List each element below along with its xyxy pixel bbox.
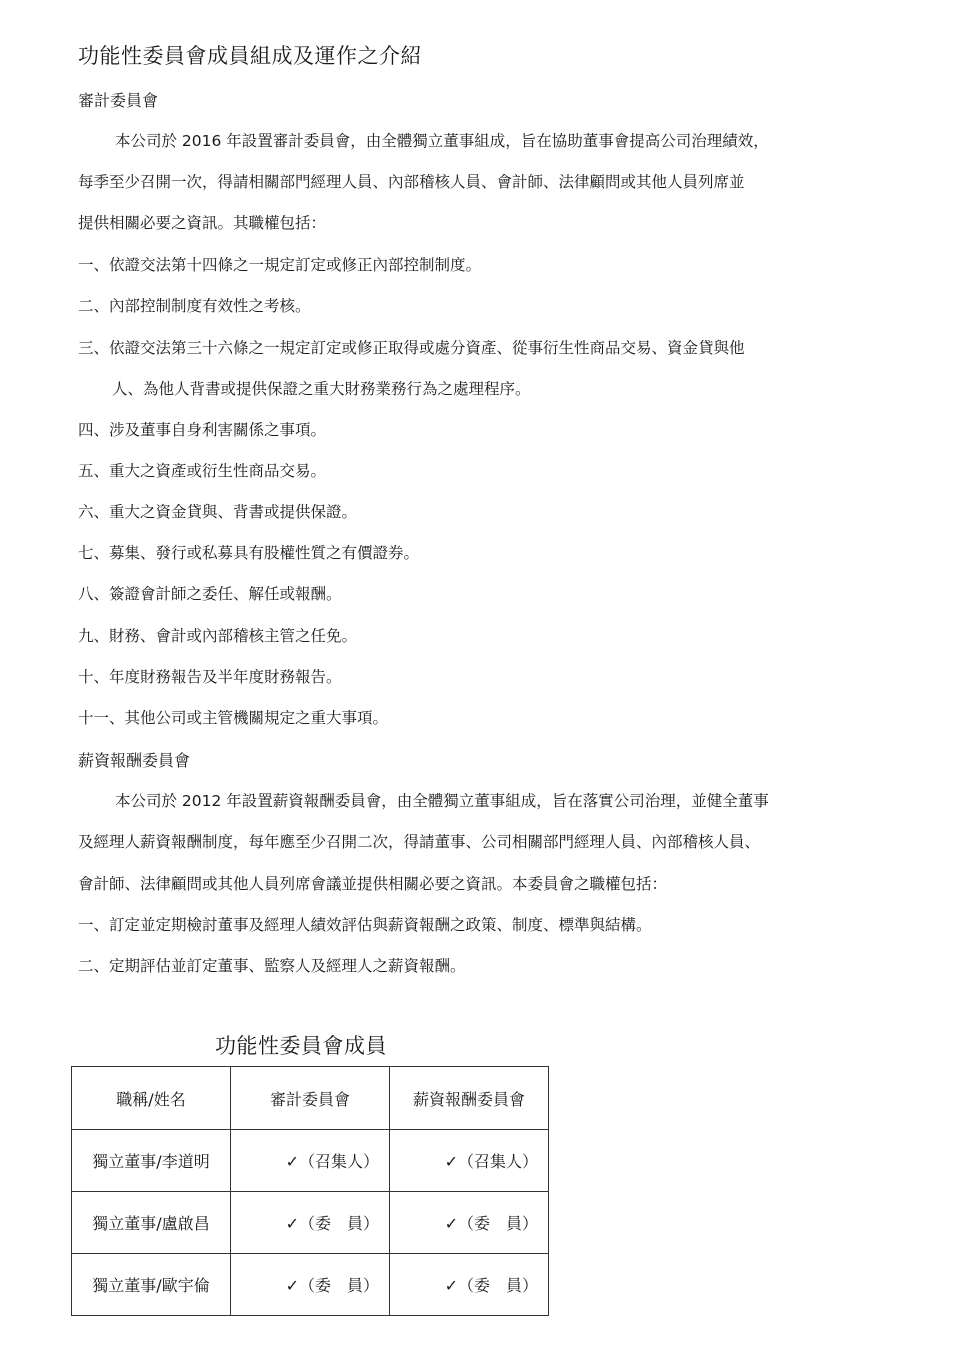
audit-role: ✓（召集人）	[231, 1130, 390, 1192]
table-row	[72, 1254, 549, 1316]
compensation-role: ✓（召集人）	[390, 1130, 549, 1192]
table-row	[72, 1192, 549, 1254]
compensation-intro-line: 會計師、法律顧問或其他人員列席會議並提供相關必要之資訊。本委員會之職權包括：	[78, 875, 668, 893]
table-row	[72, 1130, 549, 1192]
audit-committee-heading: 審計委員會	[78, 91, 159, 110]
audit-item: 十、年度財務報告及半年度財務報告。	[78, 668, 342, 686]
audit-role: ✓（委 員）	[231, 1192, 390, 1254]
column-header-name: 職稱/姓名	[72, 1067, 231, 1130]
audit-item: 十一、其他公司或主管機關規定之重大事項。	[78, 709, 389, 727]
audit-item: 八、簽證會計師之委任、解任或報酬。	[78, 585, 342, 603]
audit-role: ✓（委 員）	[231, 1254, 390, 1316]
member-name: 獨立董事/歐宇倫	[72, 1254, 231, 1316]
audit-intro-line: 每季至少召開一次，得請相關部門經理人員、內部稽核人員、會計師、法律顧問或其他人員列席並	[78, 173, 745, 191]
member-name: 獨立董事/盧啟昌	[72, 1192, 231, 1254]
column-header-compensation: 薪資報酬委員會	[390, 1067, 549, 1130]
compensation-role: ✓（委 員）	[390, 1192, 549, 1254]
compensation-item: 二、定期評估並訂定董事、監察人及經理人之薪資報酬。	[78, 957, 466, 975]
audit-intro-line: 提供相關必要之資訊。其職權包括：	[78, 214, 327, 232]
member-name: 獨立董事/李道明	[72, 1130, 231, 1192]
audit-item: 四、涉及董事自身利害關係之事項。	[78, 421, 327, 439]
members-table	[71, 1066, 549, 1316]
audit-intro-line: 本公司於 2016 年設置審計委員會，由全體獨立董事組成，旨在協助董事會提高公司治理績效，	[115, 132, 769, 150]
audit-item: 六、重大之資金貸與、背書或提供保證。	[78, 503, 358, 521]
audit-item-continuation: 人、為他人背書或提供保證之重大財務業務行為之處理程序。	[112, 380, 531, 398]
column-header-audit: 審計委員會	[231, 1067, 390, 1130]
table-header-row	[72, 1067, 549, 1130]
audit-item: 三、依證交法第三十六條之一規定訂定或修正取得或處分資產、從事衍生性商品交易、資金貸與他	[78, 339, 745, 357]
compensation-item: 一、訂定並定期檢討董事及經理人績效評估與薪資報酬之政策、制度、標準與結構。	[78, 916, 652, 934]
compensation-intro-line: 及經理人薪資報酬制度，每年應至少召開二次，得請董事、公司相關部門經理人員、內部稽核人員、	[78, 833, 761, 851]
compensation-committee-heading: 薪資報酬委員會	[78, 751, 191, 770]
audit-item: 七、募集、發行或私募具有股權性質之有價證券。	[78, 544, 420, 562]
audit-item: 一、依證交法第十四條之一規定訂定或修正內部控制制度。	[78, 256, 482, 274]
compensation-intro-line: 本公司於 2012 年設置薪資報酬委員會，由全體獨立董事組成，旨在落實公司治理，並健全董事	[115, 792, 769, 810]
page-title: 功能性委員會成員組成及運作之介紹	[78, 44, 422, 68]
audit-item: 九、財務、會計或內部稽核主管之任免。	[78, 627, 358, 645]
members-table-title: 功能性委員會成員	[215, 1034, 387, 1058]
compensation-role: ✓（委 員）	[390, 1254, 549, 1316]
audit-item: 五、重大之資產或衍生性商品交易。	[78, 462, 327, 480]
audit-item: 二、內部控制制度有效性之考核。	[78, 297, 311, 315]
